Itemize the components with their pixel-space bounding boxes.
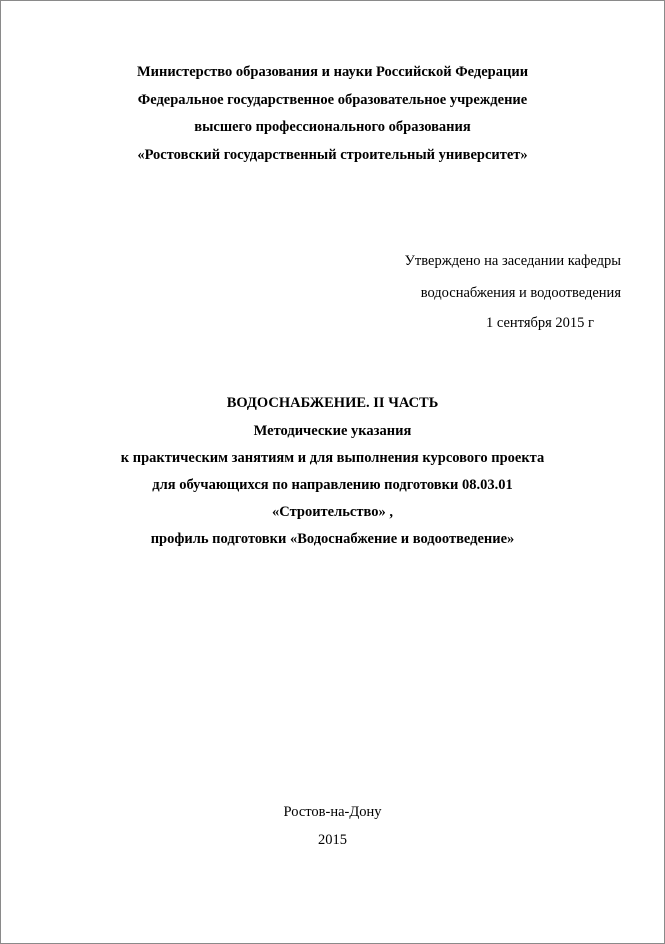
university-line: «Ростовский государственный строительный университет» <box>137 147 528 163</box>
approval-line-2: водоснабжения и водоотведения <box>420 285 621 301</box>
ministry-line: Министерство образования и науки Российской Федерации <box>136 64 529 80</box>
document-direction: «Строительство» , <box>272 504 393 520</box>
document-profile: профиль подготовки «Водоснабжение и водоотведение» <box>150 531 515 547</box>
footer-year: 2015 <box>318 832 347 848</box>
document-purpose: к практическим занятиям и для выполнения курсового проекта <box>120 450 545 466</box>
document-title: ВОДОСНАБЖЕНИЕ. II ЧАСТЬ <box>226 395 439 411</box>
document-subtitle: Методические указания <box>253 423 412 439</box>
institution-type-line: Федеральное государственное образовательное учреждение <box>137 92 528 108</box>
footer-city: Ростов-на-Дону <box>283 804 382 820</box>
approval-line-1: Утверждено на заседании кафедры <box>404 253 621 269</box>
approval-date: 1 сентября 2015 г <box>486 315 594 331</box>
document-audience: для обучающихся по направлению подготовки 08.03.01 <box>152 477 513 493</box>
education-level-line: высшего профессионального образования <box>194 119 471 135</box>
